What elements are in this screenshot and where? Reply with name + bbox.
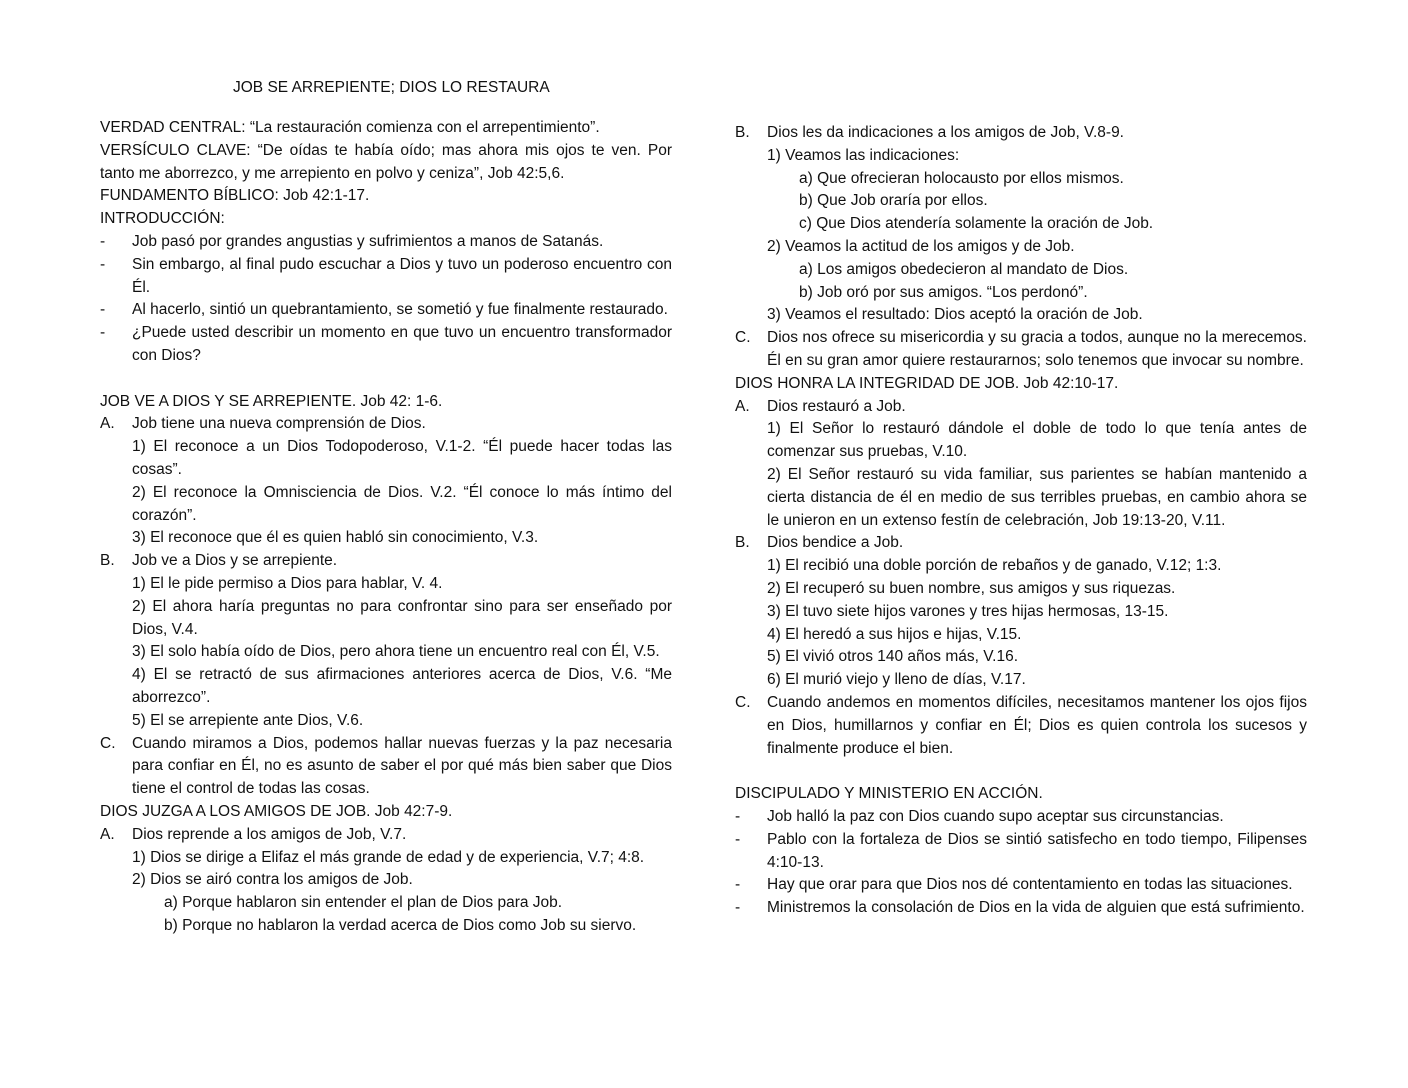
- point-a: A. Job tiene una nueva comprensión de Dios.: [100, 415, 426, 433]
- dash-marker: -: [100, 301, 106, 319]
- central-truth: VERDAD CENTRAL: “La restauración comienza con el arrepentimiento”.: [100, 119, 600, 136]
- point-b: B. Job ve a Dios y se arrepiente.: [100, 552, 338, 570]
- point-c: C. Cuando andemos en momentos difíciles, necesitamos mantener los ojos fijos en Dios, humillarnos y confiar en Él; Dios es quien controla los sucesos y finalmente produce el bien.: [735, 693, 1307, 757]
- sub-sub-point: a) Que ofrecieran holocausto por ellos mismos.: [799, 169, 1124, 187]
- sub-point: 2) El Señor restauró su vida familiar, sus parientes se habían mantenido a cierta distancia de él en medio de sus terribles pruebas, en cambio ahora se le unieron en un extenso festín de celebración, Job 19:13-20, V.11.: [767, 465, 1307, 529]
- sub-sub-point: b) Porque no hablaron la verdad acerca de Dios como Job su siervo.: [164, 916, 637, 934]
- sub-point: 3) Veamos el resultado: Dios aceptó la oración de Job.: [767, 306, 1143, 324]
- sub-point: 3) El reconoce que él es quien habló sin conocimiento, V.3.: [132, 529, 539, 547]
- point-c: C. Cuando miramos a Dios, podemos hallar nuevas fuerzas y la paz necesaria para confiar en Él, no es asunto de saber el por qué más bien saber que Dios tiene el control de todas las cosas.: [100, 734, 672, 798]
- point-c: C. Dios nos ofrece su misericordia y su gracia a todos, aunque no la merecemos. Él en su gran amor quiere restaurarnos; solo tenemos que invocar su nombre.: [735, 329, 1307, 369]
- dash-marker: -: [100, 255, 106, 273]
- dash-marker: -: [100, 232, 106, 250]
- biblical-foundation: FUNDAMENTO BÍBLICO: Job 42:1-17.: [100, 187, 370, 205]
- sub-point: 2) El recuperó su buen nombre, sus amigos y sus riquezas.: [767, 579, 1176, 597]
- sub-point: 2) El ahora haría preguntas no para confrontar sino para ser enseñado por Dios, V.4.: [132, 597, 672, 638]
- left-column: [100, 117, 672, 938]
- sub-point: 1) El reconoce a un Dios Todopoderoso, V.1-2. “Él puede hacer todas las cosas”.: [132, 438, 672, 478]
- sub-point: 4) El se retractó de sus afirmaciones anteriores acerca de Dios, V.6. “Me aborrezco”.: [132, 666, 672, 706]
- sub-point: 1) El recibió una doble porción de rebaños y de ganado, V.12; 1:3.: [767, 557, 1222, 575]
- sub-point: 1) El le pide permiso a Dios para hablar, V. 4.: [132, 574, 443, 592]
- dash-marker: -: [735, 876, 741, 894]
- list-item: - Sin embargo, al final pudo escuchar a Dios y tuvo un poderoso encuentro con Él.: [100, 255, 672, 296]
- sub-sub-point: c) Que Dios atendería solamente la oración de Job.: [799, 215, 1154, 233]
- sub-sub-point: b) Que Job oraría por ellos.: [799, 192, 988, 210]
- sub-point: 5) El se arrepiente ante Dios, V.6.: [132, 711, 364, 729]
- sub-point: 3) El tuvo siete hijos varones y tres hijas hermosas, 13-15.: [767, 602, 1169, 620]
- point-b: B. Dios les da indicaciones a los amigos de Job, V.8-9.: [735, 124, 1124, 141]
- sub-point: 3) El solo había oído de Dios, pero ahora tiene un encuentro real con Él, V.5.: [132, 643, 660, 661]
- point-a: A. Dios reprende a los amigos de Job, V.7.: [100, 825, 407, 843]
- sub-point: 1) Dios se dirige a Elifaz el más grande de edad y de experiencia, V.7; 4:8.: [132, 848, 645, 866]
- sub-point: 4) El heredó a sus hijos e hijas, V.15.: [767, 625, 1022, 643]
- sub-point: 2) Dios se airó contra los amigos de Job.: [132, 871, 413, 889]
- dash-marker: -: [735, 899, 741, 917]
- point-b: B. Dios bendice a Job.: [735, 534, 904, 552]
- dash-marker: -: [735, 807, 741, 825]
- document-title: JOB SE ARREPIENTE; DIOS LO RESTAURA: [233, 79, 550, 96]
- list-item: - Job halló la paz con Dios cuando supo aceptar sus circunstancias.: [735, 806, 1307, 829]
- sub-sub-point: a) Porque hablaron sin entender el plan de Dios para Job.: [164, 894, 563, 912]
- list-item: - ¿Puede usted describir un momento en que tuvo un encuentro transformador con Dios?: [100, 324, 672, 364]
- sub-point: 5) El vivió otros 140 años más, V.16.: [767, 648, 1019, 666]
- sub-sub-point: a) Los amigos obedecieron al mandato de Dios.: [799, 260, 1129, 278]
- section-heading: DIOS JUZGA A LOS AMIGOS DE JOB. Job 42:7-9.: [100, 802, 453, 820]
- sub-sub-point: b) Job oró por sus amigos. “Los perdonó”.: [799, 283, 1088, 301]
- right-column: [735, 122, 1307, 920]
- sub-point: 1) El Señor lo restauró dándole el doble de todo lo que tenía antes de comenzar sus pruebas, V.10.: [767, 420, 1307, 461]
- dash-marker: -: [100, 324, 106, 342]
- section-heading: DIOS HONRA LA INTEGRIDAD DE JOB. Job 42:10-17.: [735, 374, 1119, 392]
- sub-point: 1) Veamos las indicaciones:: [767, 146, 960, 164]
- section-heading: JOB VE A DIOS Y SE ARREPIENTE. Job 42: 1-6.: [100, 392, 443, 410]
- list-item: - Al hacerlo, sintió un quebrantamiento, se sometió y fue finalmente restaurado.: [100, 299, 672, 322]
- introduction-heading: INTRODUCCIÓN:: [100, 210, 225, 228]
- sub-point: 2) El reconoce la Omnisciencia de Dios. V.2. “Él conoce lo más íntimo del corazón”.: [132, 483, 672, 524]
- sub-point: 6) El murió viejo y lleno de días, V.17.: [767, 671, 1026, 689]
- list-item: - Pablo con la fortaleza de Dios se sintió satisfecho en todo tiempo, Filipenses 4:10-13.: [735, 830, 1307, 871]
- key-verse: VERSÍCULO CLAVE: “De oídas te había oído; mas ahora mis ojos te ven. Por tanto me aborrezco, y me arrepiento en polvo y ceniza”, Job 42:5,6.: [100, 141, 672, 182]
- sub-point: 2) Veamos la actitud de los amigos y de Job.: [767, 237, 1075, 255]
- list-item: - Ministremos la consolación de Dios en la vida de alguien que está sufrimiento.: [735, 897, 1307, 920]
- section-heading: DISCIPULADO Y MINISTERIO EN ACCIÓN.: [735, 785, 1043, 803]
- list-item: - Hay que orar para que Dios nos dé contentamiento en todas las situaciones.: [735, 874, 1307, 897]
- dash-marker: -: [735, 830, 741, 848]
- list-item: - Job pasó por grandes angustias y sufrimientos a manos de Satanás.: [100, 231, 672, 254]
- point-a: A. Dios restauró a Job.: [735, 397, 906, 415]
